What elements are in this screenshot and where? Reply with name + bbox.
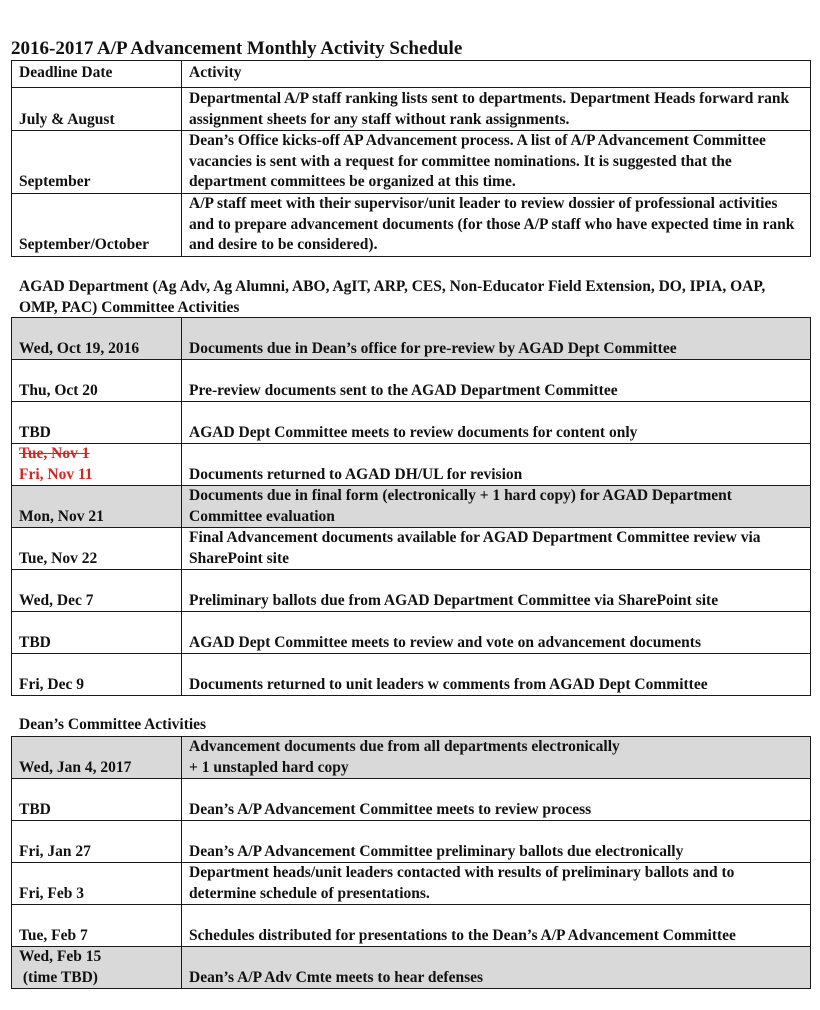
- activity-text: Department heads/unit leaders contacted with results of preliminary ballots and to determine schedule of presentations.: [182, 863, 811, 905]
- deadline-date: September/October: [12, 193, 182, 256]
- struck-date: Tue, Nov 1: [19, 445, 90, 462]
- table-header-row: [12, 61, 811, 88]
- activity-text: Schedules distributed for presentations to the Dean’s A/P Advancement Committee: [182, 905, 811, 947]
- activity-text: Final Advancement documents available for AGAD Department Committee review via SharePoint site: [182, 528, 811, 570]
- deadline-date: Thu, Oct 20: [12, 360, 182, 402]
- table-row: [12, 131, 811, 194]
- page-title: 2016-2017 A/P Advancement Monthly Activity Schedule: [11, 38, 463, 59]
- header-deadline-date: Deadline Date: [12, 61, 182, 88]
- agad-schedule-table: [11, 317, 811, 696]
- table-row: [12, 193, 811, 256]
- activity-text: Dean’s A/P Advancement Committee meets to review process: [182, 779, 811, 821]
- activity-text: Documents returned to AGAD DH/UL for revision: [182, 444, 811, 486]
- table-row: [12, 947, 811, 989]
- table-row: [12, 905, 811, 947]
- table-row: [12, 486, 811, 528]
- deadline-date: TBD: [12, 612, 182, 654]
- table-row: [12, 821, 811, 863]
- deadline-date: [12, 947, 182, 989]
- activity-text: Dean’s A/P Advancement Committee preliminary ballots due electronically: [182, 821, 811, 863]
- deadline-date: Tue, Nov 22: [12, 528, 182, 570]
- activity-text: Dean’s Office kicks-off AP Advancement process. A list of A/P Advancement Committee vacancies is sent with a request for committee nominations. It is suggested that the department committees be organized at this time.: [182, 131, 811, 194]
- deadline-date: July & August: [12, 88, 182, 131]
- deadline-date: Tue, Feb 7: [12, 905, 182, 947]
- table-row: [12, 318, 811, 360]
- deadline-date: Fri, Dec 9: [12, 654, 182, 696]
- activity-text: Preliminary ballots due from AGAD Department Committee via SharePoint site: [182, 570, 811, 612]
- deadline-date: Fri, Jan 27: [12, 821, 182, 863]
- new-date: Fri, Nov 11: [19, 465, 93, 483]
- activity-text: AGAD Dept Committee meets to review and vote on advancement documents: [182, 612, 811, 654]
- deadline-date: September: [12, 131, 182, 194]
- activity-line: + 1 unstapled hard copy: [189, 758, 349, 776]
- activity-text: Documents due in final form (electronically + 1 hard copy) for AGAD Department Committee evaluation: [182, 486, 811, 528]
- activity-text: Dean’s A/P Adv Cmte meets to hear defenses: [182, 947, 811, 989]
- main-schedule-table: [11, 60, 811, 257]
- header-activity: Activity: [182, 61, 811, 88]
- table-row: [12, 654, 811, 696]
- activity-text: Pre-review documents sent to the AGAD Department Committee: [182, 360, 811, 402]
- table-row: [12, 444, 811, 486]
- activity-text: Documents due in Dean’s office for pre-review by AGAD Dept Committee: [182, 318, 811, 360]
- activity-text: [182, 737, 811, 779]
- deadline-date: Wed, Dec 7: [12, 570, 182, 612]
- table-row: [12, 88, 811, 131]
- date-line: Wed, Feb 15: [19, 948, 102, 965]
- deadline-date: TBD: [12, 402, 182, 444]
- activity-text: A/P staff meet with their supervisor/unit leader to review dossier of professional activities and to prepare advancement documents (for those A/P staff who have expected time in rank and desire to be considered).: [182, 193, 811, 256]
- activity-text: AGAD Dept Committee meets to review documents for content only: [182, 402, 811, 444]
- deadline-date-revised: [12, 444, 182, 486]
- table-row: [12, 570, 811, 612]
- deadline-date: Fri, Feb 3: [12, 863, 182, 905]
- table-row: [12, 528, 811, 570]
- dean-section-title: Dean’s Committee Activities: [19, 716, 207, 733]
- table-row: [12, 779, 811, 821]
- activity-text: Documents returned to unit leaders w comments from AGAD Dept Committee: [182, 654, 811, 696]
- agad-section-title: AGAD Department (Ag Adv, Ag Alumni, ABO, AgIT, ARP, CES, Non-Educator Field Extension, DO, IPIA, OAP, OMP, PAC) Committee Activities: [19, 278, 766, 316]
- deadline-date: Mon, Nov 21: [12, 486, 182, 528]
- dean-schedule-table: [11, 736, 811, 989]
- deadline-date: Wed, Oct 19, 2016: [12, 318, 182, 360]
- deadline-date: Wed, Jan 4, 2017: [12, 737, 182, 779]
- date-line: (time TBD): [19, 968, 98, 986]
- table-row: [12, 863, 811, 905]
- table-row: [12, 360, 811, 402]
- activity-line: Advancement documents due from all departments electronically: [189, 738, 620, 755]
- activity-text: Departmental A/P staff ranking lists sent to departments. Department Heads forward rank assignment sheets for any staff without rank assignments.: [182, 88, 811, 131]
- table-row: [12, 737, 811, 779]
- table-row: [12, 402, 811, 444]
- table-row: [12, 612, 811, 654]
- deadline-date: TBD: [12, 779, 182, 821]
